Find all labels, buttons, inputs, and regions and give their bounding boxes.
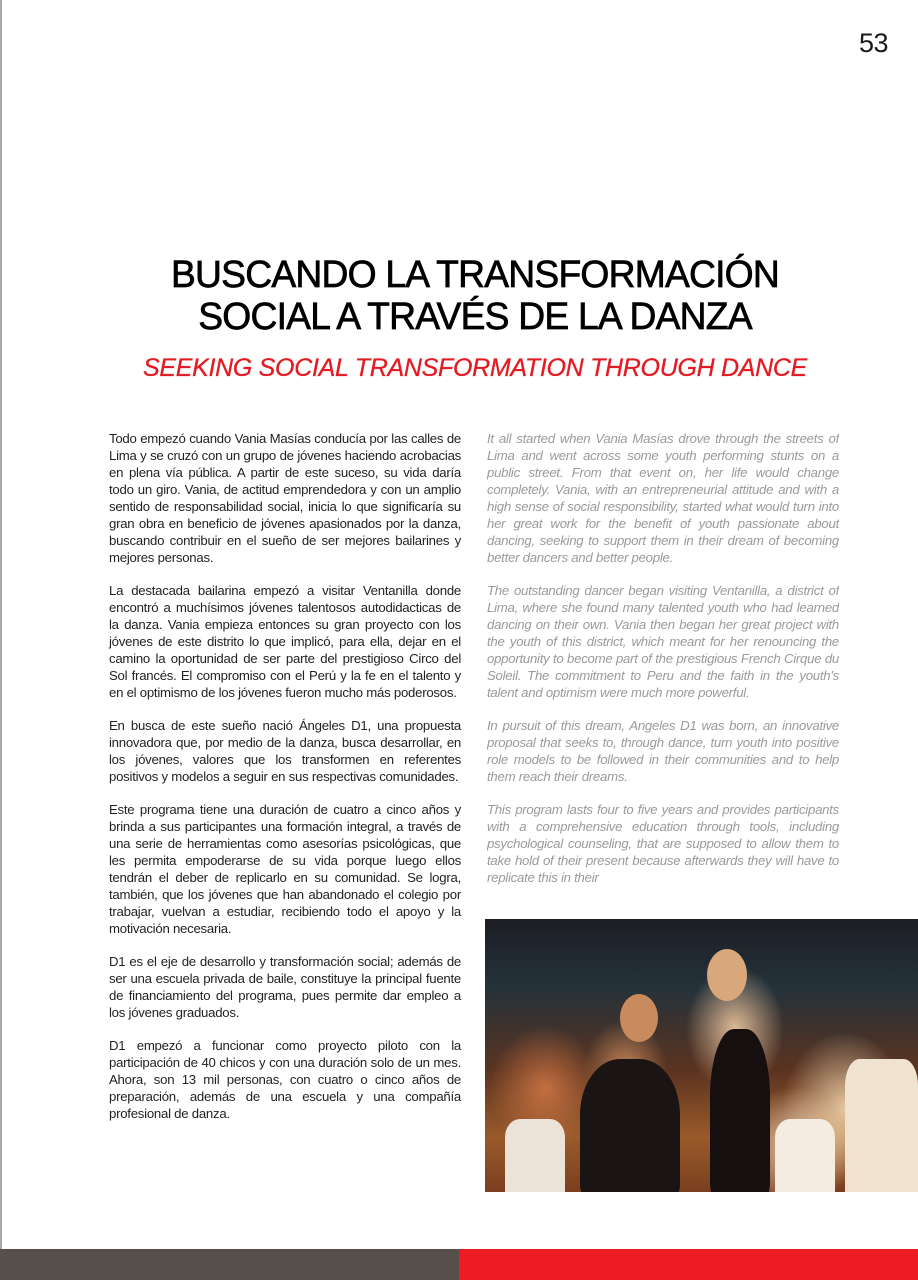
dance-photo [485, 919, 918, 1192]
title-line-2: SOCIAL A TRAVÉS DE LA DANZA [198, 296, 752, 338]
footer-bar-red [459, 1249, 918, 1280]
spanish-paragraph: En busca de este sueño nació Ángeles D1, una propuesta innovadora que, por medio de la danza, busca desarrollar, en los jóvenes, valores que los transformen en referentes positivos y modelos a seguir en sus respectivas comunidades. [109, 718, 461, 784]
photo-crowd-shirt [775, 1119, 835, 1192]
spanish-paragraph: Todo empezó cuando Vania Masías conducía por las calles de Lima y se cruzó con un grupo de jóvenes haciendo acrobacias en plena vía pública. A partir de este suceso, su vida daría todo un giro. Vania, de actitud emprendedora y con un amplio sentido de responsabilidad social, inicia lo que significaría su gran obra en beneficio de jóvenes apasionados por la danza, buscando contribuir en el sueño de ser mejores bailarines y mejores personas. [109, 431, 461, 565]
english-paragraph: In pursuit of this dream, Angeles D1 was born, an innovative proposal that seeks to, through dance, turn youth into positive role models to be followed in their communities and to help them reach their dreams. [487, 718, 839, 784]
english-paragraph: This program lasts four to five years and provides participants with a comprehensive education through tools, including psychological counseling, that are supposed to allow them to take hold of their present because afterwards they will have to replicate this in their [487, 802, 839, 885]
english-paragraph: It all started when Vania Masías drove through the streets of Lima and went across some youth performing stunts on a public street. From that event on, her life would change completely. Vania, with an entrepreneurial attitude and with a high sense of social responsibility, started what would turn into her great work for the benefit of youth passionate about dancing, seeking to support them in their dream of becoming better dancers and better people. [487, 431, 839, 565]
footer-bar-gray [0, 1249, 459, 1280]
photo-figure-man [580, 1059, 680, 1192]
spanish-paragraph: La destacada bailarina empezó a visitar Ventanilla donde encontró a muchísimos jóvenes talentosos autodidacticas de la danza. Vania empieza entonces su gran proyecto con los jóvenes de este distrito lo que implicó, para ella, dejar en el camino la oportunidad de ser parte del prestigioso Circo del Sol francés. El compromiso con el Perú y la fe en el talento y en el optimismo de los jóvenes fueron mucho más poderosos. [109, 583, 461, 700]
photo-crowd-shirt [505, 1119, 565, 1192]
spanish-column [109, 430, 461, 1138]
photo-figure-head [620, 994, 658, 1042]
english-text-frame [487, 430, 839, 900]
page-number: 53 [858, 28, 888, 58]
title-line-1: BUSCANDO LA TRANSFORMACIÓN [171, 254, 779, 296]
spanish-paragraph: Este programa tiene una duración de cuatro a cinco años y brinda a sus participantes una formación integral, a través de una serie de herramientas como asesorías psicológicas, que les permita empoderarse de su vida porque luego ellos tendrán el deber de replicarlo en su comunidad. Se logra, también, que los jóvenes que han abandonado el colegio por trabajar, vuelvan a estudiar, recibiendo todo el apoyo y la motivación necesaria. [109, 802, 461, 936]
page-edge [0, 0, 2, 1249]
photo-crowd-shirt [845, 1059, 918, 1192]
spanish-paragraph: D1 empezó a funcionar como proyecto piloto con la participación de 40 chicos y con una duración solo de un mes. Ahora, son 13 mil personas, con cuatro o cinco años de preparación, además de una escuela y una compañía profesional de danza. [109, 1038, 461, 1121]
english-column [487, 430, 839, 900]
page-title [108, 254, 843, 338]
page-subtitle: SEEKING SOCIAL TRANSFORMATION THROUGH DANCE [142, 354, 808, 382]
spanish-paragraph: D1 es el eje de desarrollo y transformación social; además de ser una escuela privada de baile, constituye la principal fuente de financiamiento del programa, pues permite dar empleo a los jóvenes graduados. [109, 954, 461, 1020]
photo-figure-woman [710, 1029, 770, 1192]
photo-figure-head [707, 949, 747, 1001]
english-paragraph: The outstanding dancer began visiting Ventanilla, a district of Lima, where she found many talented youth who had learned dancing on their own. Vania then began her great project with the youth of this district, which meant for her renouncing the opportunity to become part of the prestigious French Cirque du Soleil. The commitment to Peru and the faith in the youth's talent and optimism were much more powerful. [487, 583, 839, 700]
